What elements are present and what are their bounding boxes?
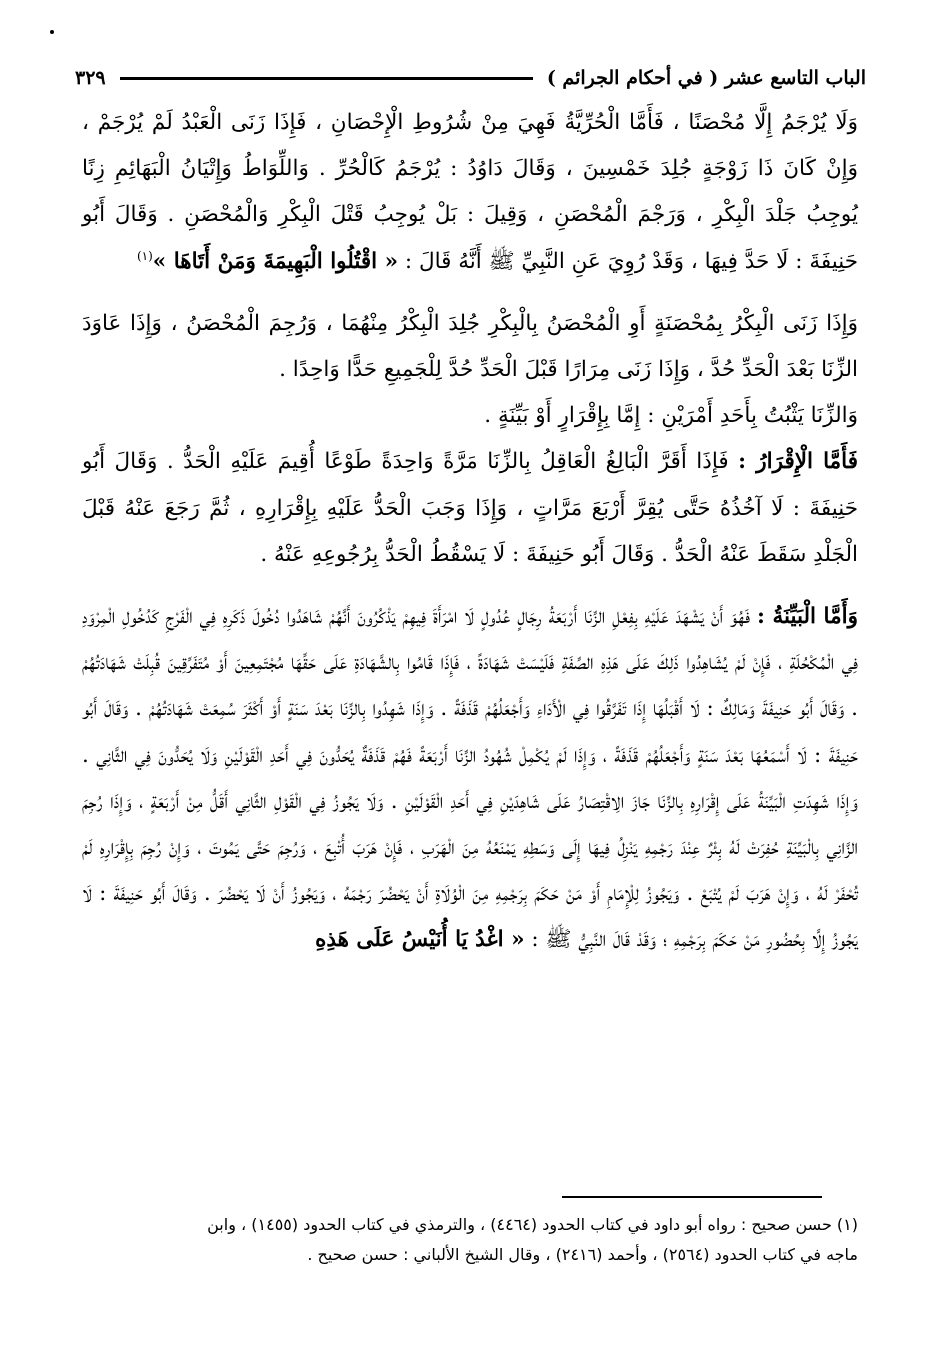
paragraph-4-text: فَإِذَا أَقَرَّ الْبَالِغُ الْعَاقِلُ بِالزِّنَا مَرَّةً وَاحِدَةً طَوْعًا أُقِيمَ عَلَيْهِ الْحَدُّ . وَقَالَ أَبُو حَنِيفَةَ : لَا آخُذُهُ حَتَّى يُقِرَّ أَرْبَعَ مَرَّاتٍ ، وَإِذَا وَجَبَ الْحَدُّ عَلَيْهِ بِإِقْرَارِهِ ، ثُمَّ رَجَعَ عَنْهُ قَبْلَ الْجَلْدِ سَقَطَ عَنْهُ الْحَدُّ . وَقَالَ أَبُو حَنِيفَةَ : لَا يَسْقُطُ الْحَدُّ بِرُجُوعِهِ عَنْهُ .: [82, 449, 858, 567]
paragraph-5-text: فَهُوَ أَنْ يَشْهَدَ عَلَيْهِ بِفِعْلِ الزِّنَا أَرْبَعَةُ رِجَالٍ عُدُولٍ لَا امْرَأَةَ فِيهِمْ يَذْكُرُونَ أَنَّهُمْ شَاهَدُوا دُخُولَ ذَكَرِهِ فِي الْفَرْجِ كَدُخُولِ الْمِرْوَدِ فِي الْمُكْحُلَةِ ، فَإِنْ لَمْ يُشَاهِدُوا ذَلِكَ عَلَى هَذِهِ الصِّفَةِ فَلَيْسَتْ شَهَادَةً ، فَإِذَا قَامُوا بِالشَّهَادَةِ عَلَى حَقِّهَا مُجْتَمِعِينَ أَوْ مُتَفَرِّقِينَ قُبِلَتْ شَهَادَتُهُمْ . وَقَالَ أَبُو حَنِيفَةَ وَمَالِكٌ : لَا أَقْبَلُهَا إِذَا تَفَرَّقُوا فِي الْأَدَاءِ وَأَجْعَلُهُمْ قَذَفَةً . وَإِذَا شَهِدُوا بِالزِّنَا بَعْدَ سَنَةٍ أَوْ أَكْثَرَ سُمِعَتْ شَهَادَتُهُمْ . وَقَالَ أَبُو حَنِيفَةَ : لَا أَسْمَعُهَا بَعْدَ سَنَةٍ وَأَجْعَلُهُمْ قَذَفَةً ، وَإِذَا لَمْ يُكْمِلْ شُهُودُ الزِّنَا أَرْبَعَةً فَهُمْ قَذَفَةٌ يُحَدُّونَ فِي أَحَدِ الْقَوْلَيْنِ وَلَا يُحَدُّونَ فِي الثَّانِي . وَإِذَا شَهِدَتِ الْبَيِّنَةُ عَلَى إِقْرَارِهِ بِالزِّنَا جَازَ الِاقْتِصَارُ عَلَى شَاهِدَيْنِ فِي أَحَدِ الْقَوْلَيْنِ . وَلَا يَجُوزُ فِي الْقَوْلِ الثَّانِي أَقَلُّ مِنْ أَرْبَعَةٍ ، وَإِذَا رُجِمَ الزَّانِي بِالْبَيِّنَةِ حُفِرَتْ لَهُ بِئْرٌ عِنْدَ رَجْمِهِ يَنْزِلُ فِيهَا إِلَى وَسَطِهِ يَمْنَعُهُ مِنَ الْهَرَبِ ، فَإِنْ هَرَبَ أُتْبِعَ ، وَرُجِمَ حَتَّى يَمُوتَ ، وَإِنْ رُجِمَ بِإِقْرَارِهِ لَمْ تُحْفَرْ لَهُ ، وَإِنْ هَرَبَ لَمْ يُتْبَعْ . وَيَجُوزُ لِلْإِمَامِ أَوْ مَنْ حَكَمَ بِرَجْمِهِ مِنَ الْوُلَاةِ أَنْ يَحْضُرَ رَجْمَهُ ، وَيَجُوزُ أَنْ لَا يَحْضُرَ . وَقَالَ أَبُو حَنِيفَةَ : لَا يَجُوزُ إِلَّا بِحُضُورِ مَنْ حَكَمَ بِرَجْمِهِ ؛ وَقَدْ قَالَ النَّبِيُّ ﷺ :: [82, 604, 858, 953]
paragraph-1-text: وَلَا يُرْجَمُ إِلَّا مُحْصَنًا ، فَأَمَّا الْحُرِّيَّةُ فَهِيَ مِنْ شُرُوطِ الْإِحْصَانِ ، فَإِذَا زَنَى الْعَبْدُ لَمْ يُرْجَمْ ، وَإِنْ كَانَ ذَا زَوْجَةٍ جُلِدَ خَمْسِينَ ، وَقَالَ دَاوُدُ : يُرْجَمُ كَالْحُرِّ . وَاللِّوَاطُ وَإِتْيَانُ الْبَهَائِمِ زِنًا يُوجِبُ جَلْدَ الْبِكْرِ ، وَرَجْمَ الْمُحْصَنِ ، وَقِيلَ : بَلْ يُوجِبُ قَتْلَ الْبِكْرِ وَالْمُحْصَنِ . وَقَالَ أَبُو حَنِيفَةَ : لَا حَدَّ فِيهَا ، وَقَدْ رُوِيَ عَنِ النَّبِيِّ ﷺ أَنَّهُ قَالَ :: [82, 110, 858, 274]
paragraph-5: [82, 594, 858, 964]
paragraph-4: [82, 439, 858, 578]
footnote: [80, 1210, 858, 1270]
running-header: [75, 60, 866, 96]
page-number: ٣٢٩: [75, 67, 106, 89]
paragraph-3: وَالزِّنَا يَثْبُتُ بِأَحَدِ أَمْرَيْنِ : إِمَّا بِإِقْرَارٍ أَوْ بَيِّنَةٍ .: [484, 403, 858, 429]
footnote-ref-1[interactable]: (١): [136, 248, 153, 263]
footnote-line-1: (١) حسن صحيح : رواه أبو داود في كتاب الحدود (٤٤٦٤) ، والترمذي في كتاب الحدود (١٤٥٥) ، وابن: [207, 1215, 858, 1234]
page-speck: [50, 30, 54, 34]
hadith-quote-1: « اقْتُلُوا الْبَهِيمَةَ وَمَنْ أَتَاهَا »: [152, 248, 399, 274]
paragraph-4-label: فَأَمَّا الْإِقْرَارُ :: [738, 449, 858, 475]
header-rule: [120, 77, 533, 80]
chapter-title: الباب التاسع عشر ( في أحكام الجرائم ): [546, 67, 866, 89]
paragraph-5-label: وَأَمَّا الْبَيِّنَةُ :: [757, 604, 858, 630]
main-text: [82, 100, 858, 964]
paragraph-2: وَإِذَا زَنَى الْبِكْرُ بِمُحْصَنَةٍ أَوِ الْمُحْصَنُ بِالْبِكْرِ جُلِدَ الْبِكْرُ مِنْهُمَا ، وَرُجِمَ الْمُحْصَنُ ، وَإِذَا عَاوَدَ الزِّنَا بَعْدَ الْحَدِّ حُدَّ ، وَإِذَا زَنَى مِرَارًا قَبْلَ الْحَدِّ حُدَّ لِلْجَمِيعِ حَدًّا وَاحِدًا .: [82, 310, 858, 383]
paragraph-1: [82, 100, 858, 285]
footnote-line-2: ماجه في كتاب الحدود (٢٥٦٤) ، وأحمد (٢٤١٦) ، وقال الشيخ الألباني : حسن صحيح .: [307, 1245, 858, 1264]
footnote-rule: [562, 1196, 822, 1198]
hadith-quote-2: « اغْدُ يَا أُنَيْسُ عَلَى هَذِهِ: [315, 927, 525, 953]
